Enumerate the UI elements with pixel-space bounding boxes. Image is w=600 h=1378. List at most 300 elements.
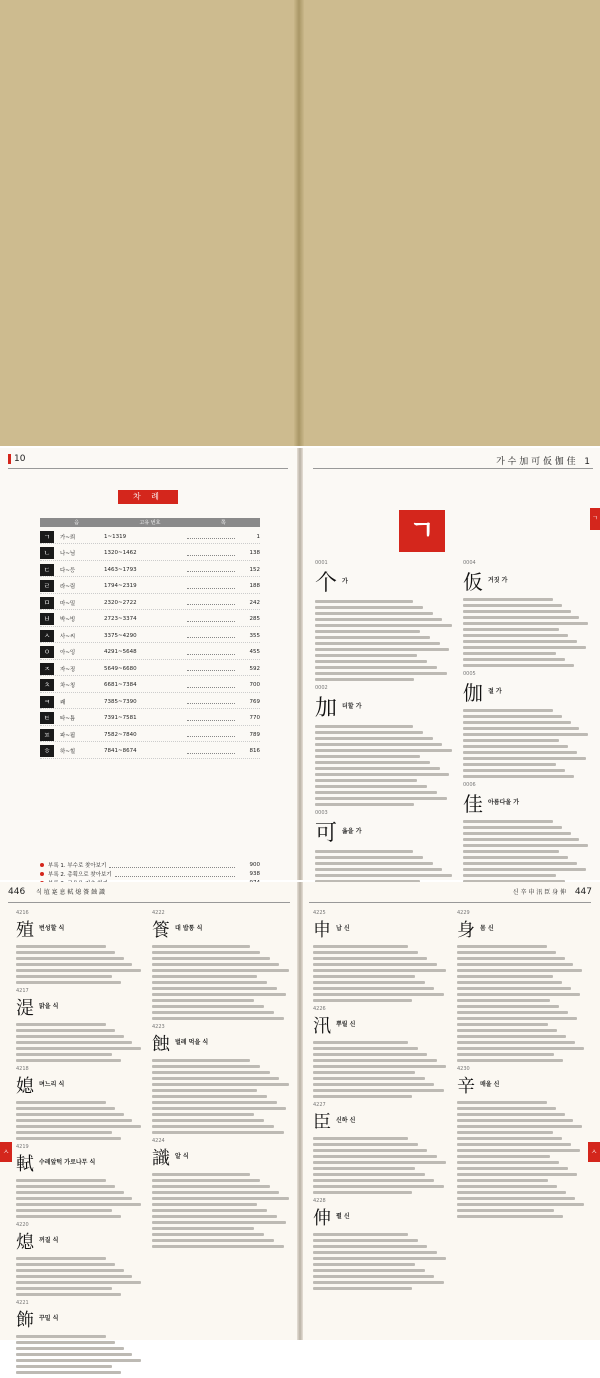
definition-line <box>152 1215 277 1218</box>
definition-line <box>16 1041 132 1044</box>
definition-line <box>313 945 408 948</box>
definition-line <box>16 1365 112 1368</box>
toc-page: 700 <box>249 682 260 688</box>
entry-reading: 매울 신 <box>480 1081 500 1088</box>
bullet-dot <box>40 863 44 867</box>
entry-number: 0001 <box>315 560 328 566</box>
definition-line <box>152 1125 274 1128</box>
definition-line <box>315 797 447 800</box>
definition-line <box>457 1179 548 1182</box>
dictionary-entry <box>16 1222 144 1296</box>
entry-reading: 납 신 <box>336 925 350 932</box>
definition-line <box>315 648 449 651</box>
toc-leader <box>187 666 235 671</box>
entry-number: 0002 <box>315 685 328 691</box>
definition-line <box>152 1119 264 1122</box>
definition-line <box>315 868 442 871</box>
definition-line <box>457 1047 584 1050</box>
toc-leader <box>187 650 235 655</box>
definition-line <box>313 999 412 1002</box>
definition-line <box>16 945 106 948</box>
entry-reading: 가 <box>342 577 348 585</box>
definition-line <box>313 1071 415 1074</box>
definition-line <box>457 1215 563 1218</box>
toc-page: 769 <box>249 698 260 705</box>
definition-line <box>152 1059 250 1062</box>
definition-line <box>315 666 437 669</box>
definition-line <box>16 951 115 954</box>
toc-consonant-key: ㅇ <box>40 646 54 658</box>
toc-leader <box>187 584 235 589</box>
definition-line <box>16 1125 141 1128</box>
entry-reading: 수레앞턱 가로나무 식 <box>39 1159 96 1166</box>
toc-consonant-key: ㅍ <box>40 729 54 741</box>
dictionary-entry <box>16 910 144 984</box>
definition-line <box>315 874 452 877</box>
header-rule <box>309 902 591 903</box>
entry-character: 可 <box>315 821 338 846</box>
entry-reading: 아름다울 가 <box>488 798 520 806</box>
entry-character: 殖 <box>16 920 34 941</box>
toc-reading-range: 나~님 <box>60 551 76 557</box>
definition-line <box>16 1257 106 1260</box>
entry-head <box>16 1306 144 1332</box>
entry-head <box>16 1228 144 1254</box>
contents-page <box>0 448 297 880</box>
definition-line <box>152 1113 254 1116</box>
definition-line <box>152 1065 260 1068</box>
definition-line <box>315 672 447 675</box>
entry-reading: 맑을 식 <box>39 1003 59 1010</box>
toc-leader <box>187 617 235 622</box>
definition-line <box>313 1257 446 1260</box>
definition-line <box>315 678 414 681</box>
definition-line <box>315 624 452 627</box>
dictionary-entry <box>152 1024 292 1134</box>
toc-code-range: 5649~6680 <box>104 665 137 672</box>
definition-line <box>313 1185 444 1188</box>
definition-line <box>313 969 446 972</box>
definition-line <box>313 975 415 978</box>
toc-code-range: 3375~4290 <box>104 632 137 639</box>
toc-reading-range: 가~뢰 <box>60 534 76 541</box>
toc-reading-range: 박~빙 <box>60 617 76 623</box>
definition-line <box>16 1215 121 1218</box>
toc-page: 285 <box>249 616 260 622</box>
definition-line <box>313 1167 415 1170</box>
toc-code-range: 2723~3374 <box>104 616 137 622</box>
toc-consonant-key: ㄱ <box>40 531 54 543</box>
running-header: 신 辛 申 汛 臣 身 伸 <box>512 889 566 896</box>
definition-line <box>457 1155 550 1158</box>
definition-line <box>313 1083 434 1086</box>
definition-line <box>315 773 449 776</box>
definition-line <box>313 1077 425 1080</box>
toc-reading-range: 사~씨 <box>60 633 76 640</box>
toc-reading-range: 타~틈 <box>60 716 76 722</box>
toc-page: 770 <box>249 715 260 721</box>
toc-consonant-key: ㅈ <box>40 663 54 675</box>
definition-line <box>152 1221 286 1224</box>
entry-number: 4222 <box>152 910 165 916</box>
entry-head <box>463 677 591 706</box>
definition-line <box>16 1371 121 1374</box>
definition-line <box>457 1023 548 1026</box>
toc-code-range: 4291~5648 <box>104 649 137 655</box>
definition-line <box>457 1125 582 1128</box>
definition-line <box>457 969 582 972</box>
definition-line <box>152 1233 264 1236</box>
definition-line <box>463 763 556 766</box>
entry-head <box>313 1012 449 1038</box>
definition-line <box>457 1149 580 1152</box>
radical-index-photo <box>0 0 600 446</box>
definition-line <box>463 856 568 859</box>
definition-line <box>463 616 579 619</box>
definition-line <box>463 628 559 631</box>
definition-line <box>315 755 420 758</box>
entry-character: 身 <box>457 920 475 941</box>
entries-column-far-right <box>457 910 585 1222</box>
page-number: 10 <box>8 454 25 464</box>
page-number: 446 <box>8 887 26 897</box>
definition-line <box>16 1119 132 1122</box>
toc-leader <box>187 567 235 572</box>
definition-line <box>457 963 573 966</box>
entry-number: 4224 <box>152 1138 165 1144</box>
entry-character: 辛 <box>457 1076 475 1097</box>
entries-column-right <box>313 910 449 1294</box>
toc-row <box>40 728 260 742</box>
definition-line <box>463 850 559 853</box>
toc-page: 455 <box>249 649 260 655</box>
definition-line <box>315 636 430 639</box>
toc-title: 차 례 <box>118 490 178 504</box>
definition-line <box>463 622 588 625</box>
definition-line <box>152 1107 286 1110</box>
definition-line <box>16 1353 132 1356</box>
toc-row <box>40 662 260 676</box>
dictionary-entry <box>313 1006 449 1098</box>
definition-line <box>152 963 279 966</box>
entry-head <box>152 1144 292 1170</box>
entry-head <box>463 788 591 817</box>
entry-character: 熄 <box>16 1232 34 1253</box>
definition-line <box>16 1203 141 1206</box>
definition-line <box>463 844 588 847</box>
toc-page: 355 <box>249 632 260 639</box>
entry-reading: 벌레 먹을 식 <box>175 1039 209 1046</box>
ga-page <box>303 448 600 880</box>
toc-reading-range: 아~잉 <box>60 650 76 656</box>
definition-line <box>16 1131 112 1134</box>
toc-page: 1 <box>256 533 260 540</box>
definition-line <box>463 640 577 643</box>
definition-line <box>313 1143 418 1146</box>
definition-line <box>16 975 112 978</box>
toc-row <box>40 547 260 561</box>
definition-line <box>152 981 267 984</box>
toc-code-range: 7841~8674 <box>104 748 137 754</box>
definition-line <box>152 1083 289 1086</box>
entry-head <box>16 1150 144 1176</box>
definition-line <box>152 999 254 1002</box>
definition-line <box>457 1119 573 1122</box>
definition-line <box>313 1059 437 1062</box>
definition-line <box>457 1137 562 1140</box>
toc-leader <box>187 683 235 688</box>
definition-line <box>457 1035 566 1038</box>
definition-line <box>313 1095 412 1098</box>
header-rule <box>8 468 288 469</box>
definition-line <box>16 1023 106 1026</box>
page-number: 447 <box>574 887 592 897</box>
toc-consonant-key: ㅋ <box>40 696 54 708</box>
entry-reading: 더할 가 <box>342 702 362 710</box>
toc-reading-range: 자~징 <box>60 666 76 673</box>
toc-row <box>40 563 260 577</box>
definition-line <box>16 963 132 966</box>
toc-code-range: 1794~2319 <box>104 583 137 589</box>
page-number: 1 <box>584 457 590 467</box>
entry-character: 軾 <box>16 1154 34 1175</box>
definition-line <box>463 832 571 835</box>
entry-head <box>315 816 455 847</box>
definition-line <box>463 820 553 823</box>
toc-reading-range: 차~칭 <box>60 683 76 689</box>
entry-head <box>457 916 585 942</box>
definition-line <box>313 1161 446 1164</box>
entry-head <box>16 1072 144 1098</box>
entry-head <box>315 691 455 722</box>
appendix-page: 938 <box>249 871 260 877</box>
definition-line <box>313 1047 418 1050</box>
toc-code-range: 2320~2722 <box>104 599 137 606</box>
definition-line <box>313 1053 427 1056</box>
definition-line <box>463 733 588 736</box>
definition-line <box>315 785 427 788</box>
definition-line <box>152 1101 277 1104</box>
entry-character: 申 <box>313 920 331 941</box>
definition-line <box>463 727 579 730</box>
definition-line <box>152 1209 267 1212</box>
definition-line <box>16 1209 112 1212</box>
definition-line <box>152 1179 260 1182</box>
appendix-page: 900 <box>249 862 260 868</box>
entry-number: 0006 <box>463 782 476 788</box>
dictionary-entry <box>463 671 591 778</box>
definition-line <box>152 1197 289 1200</box>
definition-line <box>16 1029 115 1032</box>
definition-line <box>313 1179 434 1182</box>
definition-line <box>152 1191 279 1194</box>
definition-line <box>315 731 423 734</box>
definition-line <box>16 1341 115 1344</box>
definition-line <box>315 660 427 663</box>
toc-page: 789 <box>249 731 260 738</box>
toc-consonant-key: ㅎ <box>40 745 54 757</box>
definition-line <box>313 987 434 990</box>
entry-number: 4227 <box>313 1102 326 1108</box>
definition-line <box>463 745 568 748</box>
definition-line <box>152 1203 257 1206</box>
entry-reading: 옳을 가 <box>342 827 362 835</box>
toc-consonant-key: ㅁ <box>40 597 54 609</box>
definition-line <box>457 957 565 960</box>
definition-line <box>315 737 433 740</box>
entry-reading: 몸 신 <box>480 925 494 932</box>
dictionary-entry <box>315 685 455 806</box>
entry-number: 4226 <box>313 1006 326 1012</box>
definition-line <box>16 1275 132 1278</box>
definition-line <box>457 1059 563 1062</box>
definition-line <box>457 1161 559 1164</box>
definition-line <box>315 743 442 746</box>
entry-reading: 펼 신 <box>336 1213 350 1220</box>
definition-line <box>457 1191 566 1194</box>
definition-line <box>463 769 565 772</box>
entries-column-left <box>16 910 144 1378</box>
definition-line <box>313 1287 412 1290</box>
toc-row <box>40 695 260 709</box>
definition-line <box>313 951 418 954</box>
definition-line <box>315 642 440 645</box>
definition-line <box>313 981 425 984</box>
toc-leader <box>187 749 235 754</box>
definition-line <box>16 1113 124 1116</box>
definition-line <box>457 999 550 1002</box>
definition-line <box>315 606 423 609</box>
entry-character: 媳 <box>16 1076 34 1097</box>
definition-line <box>152 1185 270 1188</box>
toc-leader <box>187 633 235 638</box>
entry-character: 篒 <box>152 920 170 941</box>
entry-reading: 알 식 <box>175 1153 189 1160</box>
entry-head <box>313 916 449 942</box>
entry-character: 蝕 <box>152 1034 170 1055</box>
definition-line <box>457 981 562 984</box>
toc-leader <box>115 872 235 877</box>
definition-line <box>463 751 577 754</box>
entry-reading: 며느리 식 <box>39 1081 65 1088</box>
entry-number: 0003 <box>315 810 328 816</box>
definition-line <box>313 1263 415 1266</box>
running-header <box>496 454 590 467</box>
definition-line <box>313 957 427 960</box>
entry-character: 仮 <box>463 570 483 594</box>
definition-line <box>457 1017 577 1020</box>
definition-line <box>457 1197 575 1200</box>
definition-line <box>313 1173 425 1176</box>
definition-line <box>313 1233 408 1236</box>
toc-row <box>40 629 260 643</box>
toc-header-code: 고유 번호 <box>139 520 161 526</box>
definition-line <box>457 1185 557 1188</box>
definition-line <box>16 1185 115 1188</box>
definition-line <box>313 963 437 966</box>
toc-code-range: 6681~7384 <box>104 682 137 688</box>
dictionary-entry <box>16 1300 144 1374</box>
definition-line <box>313 1089 444 1092</box>
definition-line <box>457 987 571 990</box>
definition-line <box>463 652 556 655</box>
entry-head <box>313 1108 449 1134</box>
definition-line <box>16 1107 115 1110</box>
entry-reading: 꺼질 식 <box>39 1237 59 1244</box>
definition-line <box>152 945 250 948</box>
dictionary-entry <box>313 910 449 1002</box>
definition-line <box>463 739 559 742</box>
definition-line <box>152 975 257 978</box>
entry-character: 伸 <box>313 1208 331 1229</box>
definition-line <box>315 749 452 752</box>
entry-head <box>16 994 144 1020</box>
bullet-dot <box>40 872 44 876</box>
entry-head <box>152 916 292 942</box>
toc-code-range: 7582~7840 <box>104 731 137 738</box>
dictionary-entry <box>457 910 585 1062</box>
definition-line <box>16 1191 124 1194</box>
entry-number: 4221 <box>16 1300 29 1306</box>
definition-line <box>152 1011 274 1014</box>
definition-line <box>152 1239 274 1242</box>
definition-line <box>16 981 121 984</box>
entry-number: 4219 <box>16 1144 29 1150</box>
toc-code-range: 1~1319 <box>104 533 127 540</box>
definition-line <box>463 838 579 841</box>
definition-line <box>457 1029 557 1032</box>
dictionary-entry <box>152 910 292 1020</box>
appendix-label: 부록 2. 총획으로 찾아보기 <box>48 872 112 878</box>
definition-line <box>463 658 565 661</box>
toc-leader <box>187 551 235 556</box>
definition-line <box>315 803 414 806</box>
definition-line <box>463 715 562 718</box>
toc-row <box>40 530 260 544</box>
toc-row <box>40 613 260 627</box>
definition-line <box>16 957 124 960</box>
entry-head <box>152 1030 292 1056</box>
page-446 <box>0 882 297 1340</box>
definition-line <box>315 761 430 764</box>
toc-consonant-key: ㄴ <box>40 547 54 559</box>
definition-line <box>152 1095 267 1098</box>
definition-line <box>463 610 571 613</box>
definition-line <box>16 969 141 972</box>
definition-line <box>313 1269 425 1272</box>
dictionary-entry <box>313 1198 449 1290</box>
definition-line <box>315 630 420 633</box>
toc-reading-range: 라~림 <box>60 584 76 590</box>
toc-row <box>40 580 260 594</box>
entry-reading: 번성할 식 <box>39 925 65 932</box>
definition-line <box>457 975 553 978</box>
definition-line <box>463 709 553 712</box>
entry-number: 4229 <box>457 910 470 916</box>
definition-line <box>463 664 574 667</box>
section-thumb-tab: ㄱ <box>590 508 600 530</box>
toc-row <box>40 646 260 660</box>
entry-character: 湜 <box>16 998 34 1019</box>
toc-reading-range: 다~등 <box>60 567 76 574</box>
entry-number: 4220 <box>16 1222 29 1228</box>
toc-row <box>40 745 260 759</box>
book-gutter <box>294 0 304 446</box>
toc-code-range: 1320~1462 <box>104 550 137 556</box>
definition-line <box>16 1281 141 1284</box>
entry-character: 臣 <box>313 1112 331 1133</box>
entry-reading: 신하 신 <box>336 1117 356 1124</box>
